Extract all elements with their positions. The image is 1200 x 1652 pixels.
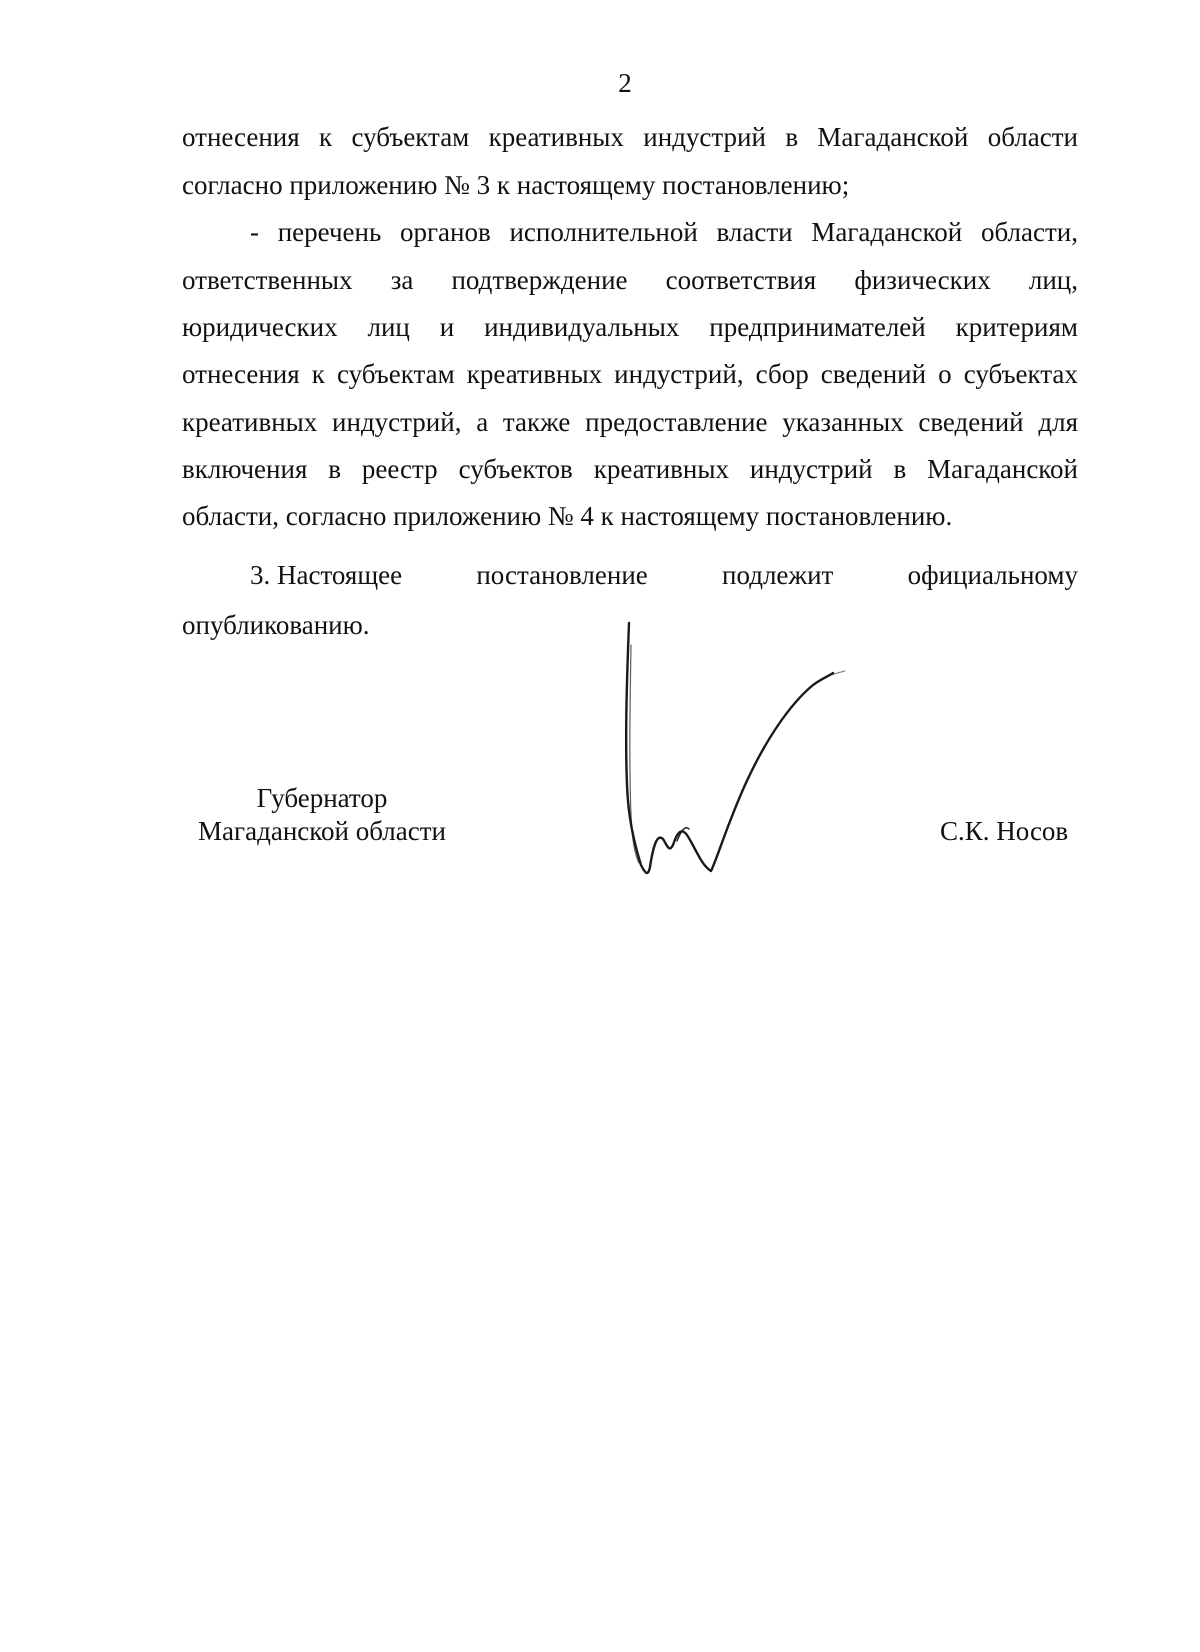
word: креативных	[466, 359, 603, 389]
word: юридических	[182, 312, 338, 342]
text-line-p3-1	[250, 559, 1078, 591]
word: к	[319, 122, 333, 152]
word: 3. Настоящее	[250, 560, 403, 590]
word: отнесения	[182, 359, 300, 389]
word: области,	[980, 217, 1078, 247]
word: власти	[716, 217, 793, 247]
word: индивидуальных	[484, 312, 680, 342]
word: перечень	[277, 217, 382, 247]
word: лиц,	[1028, 265, 1078, 295]
signatory-name: С.К. Носов	[940, 816, 1069, 846]
word: подлежит	[722, 560, 834, 590]
signatory-title	[182, 782, 462, 848]
word: индустрий	[643, 122, 766, 152]
word: включения	[182, 454, 308, 484]
text-line-p1-2: согласно приложению № 3 к настоящему постановлению;	[182, 170, 850, 200]
word: субъектов	[458, 454, 573, 484]
text-line-p2-6	[182, 453, 1078, 485]
word: о	[938, 359, 952, 389]
word: креативных	[488, 122, 624, 152]
word: области	[987, 122, 1078, 152]
signatory-title-line: Губернатор	[256, 783, 388, 813]
word: за	[390, 265, 414, 295]
word: исполнительной	[509, 217, 698, 247]
word: креативных	[593, 454, 730, 484]
word: соответствия	[665, 265, 817, 295]
word: в	[785, 122, 799, 152]
word: предоставление	[585, 407, 768, 437]
word: субъектам	[336, 359, 455, 389]
word: субъектах	[963, 359, 1078, 389]
word: подтверждение	[451, 265, 628, 295]
word: также	[502, 407, 571, 437]
word: физических	[854, 265, 991, 295]
handwritten-signature	[615, 615, 855, 895]
word: Магаданской	[811, 217, 963, 247]
word: в	[328, 454, 342, 484]
word: предпринимателей	[709, 312, 926, 342]
text-line-p3-2: опубликованию.	[182, 610, 370, 640]
word: и	[439, 312, 455, 342]
text-line-p2-2	[182, 264, 1078, 296]
text-line-p1-1	[182, 121, 1078, 153]
page-number: 2	[618, 68, 632, 98]
word: критериям	[955, 312, 1078, 342]
word: Магаданской	[817, 122, 969, 152]
word: указанных	[782, 407, 904, 437]
word: реестр	[361, 454, 438, 484]
word: к	[311, 359, 325, 389]
word: отнесения	[182, 122, 300, 152]
word: сведений	[918, 407, 1024, 437]
word: индустрий	[749, 454, 873, 484]
word: постановление	[476, 560, 648, 590]
text-line-p2-3	[182, 311, 1078, 343]
word: официальному	[907, 560, 1078, 590]
signatory-title-line: Магаданской области	[198, 816, 446, 846]
word: -	[250, 217, 259, 247]
word: ответственных	[182, 265, 353, 295]
word: органов	[399, 217, 491, 247]
text-line-p2-1	[250, 216, 1078, 248]
word: Магаданской	[927, 454, 1078, 484]
word: креативных	[182, 407, 318, 437]
word: а	[476, 407, 489, 437]
text-line-p2-7: области, согласно приложению № 4 к настоящему постановлению.	[182, 501, 953, 531]
word: индустрий,	[614, 359, 744, 389]
word: для	[1038, 407, 1078, 437]
text-line-p2-4	[182, 358, 1078, 390]
word: субъектам	[351, 122, 470, 152]
word: сбор	[755, 359, 809, 389]
word: сведений	[820, 359, 927, 389]
word: в	[893, 454, 907, 484]
word: лиц	[367, 312, 410, 342]
word: индустрий,	[332, 407, 462, 437]
text-line-p2-5	[182, 406, 1078, 438]
